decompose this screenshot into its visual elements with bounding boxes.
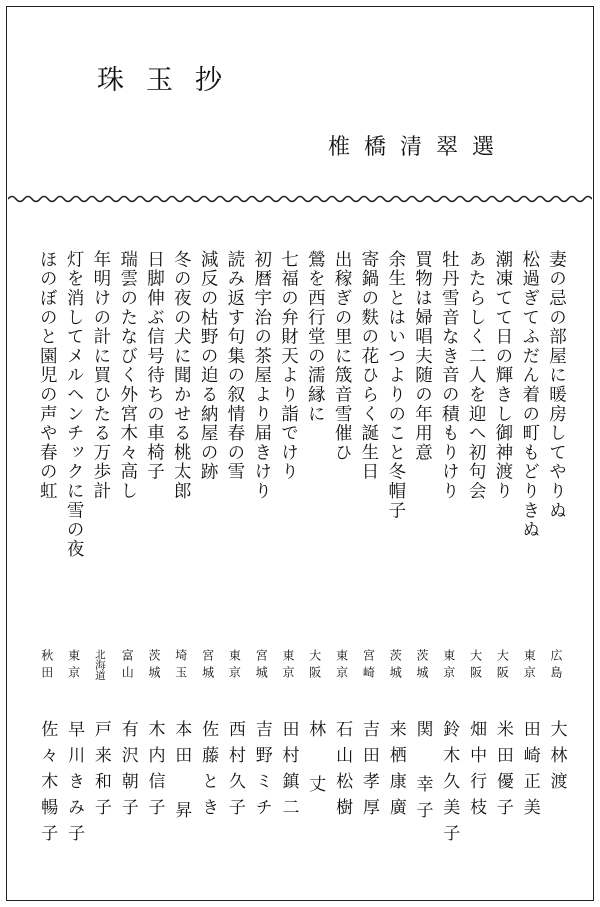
haiku-line: 初暦宇治の茶屋より届きけり [251,250,272,501]
haiku-line: 読み返す句集の叙情春の雪 [224,250,245,482]
haiku-line: 余生とはいつよりのこと冬帽子 [385,250,406,521]
author-prefecture: 東京 [66,649,81,683]
wavy-divider [8,192,592,206]
author-prefecture: 東京 [227,649,242,683]
author-prefecture: 東京 [441,649,456,683]
author-name: 来栖康廣 [385,720,406,824]
author-name: 大林渡 [546,720,567,798]
haiku-line: 牡丹雪音なき音の積もりけり [439,250,460,501]
haiku-line: 出稼ぎの里に筬音雪催ひ [332,250,353,463]
haiku-line: 買物は婦唱夫随の年用意 [412,250,433,463]
author-name: 本田 昇 [171,720,192,827]
author-prefecture: 茨城 [415,649,429,683]
author-name: 鈴木久美子 [439,720,460,850]
author-prefecture: 広島 [549,649,563,683]
haiku-line: 冬の夜の犬に聞かせる桃太郎 [171,250,192,501]
haiku-line: 年明けの計に買ひたる万歩計 [90,250,111,501]
author-name: 石山松樹 [332,720,353,824]
author-prefecture: 茨城 [388,649,403,683]
author-name: 佐藤とき [198,720,219,824]
author-prefecture: 北海道 [93,649,106,681]
haiku-line: あたらしく二人を迎へ初句会 [466,250,487,501]
haiku-line: 妻の忌の部屋に暖房してやりぬ [546,250,567,521]
haiku-line: 日脚伸ぶ信号待ちの車椅子 [144,250,165,482]
haiku-line: 鶯を西行堂の濡縁に [305,250,326,424]
author-prefecture: 埼玉 [173,649,188,683]
haiku-line: ほのぼのと園児の声や春の虹 [37,250,58,501]
author-prefecture: 東京 [334,649,349,683]
author-prefecture: 宮城 [254,649,269,683]
author-name: 田村鎮二 [278,720,299,824]
author-prefecture: 富山 [120,649,135,683]
author-prefecture: 茨城 [147,649,161,683]
author-prefecture: 大阪 [495,649,510,683]
haiku-line: 七福の弁財天より詣でけり [278,250,299,482]
author-name: 戸来和子 [90,720,111,824]
haiku-line: 寄鍋の麩の花ひらく誕生日 [358,250,379,482]
author-name: 林 丈 [305,720,326,801]
author-prefecture: 大阪 [307,649,322,683]
page-title: 珠玉抄 [97,65,244,96]
author-name: 有沢朝子 [117,720,138,824]
editor-credit: 椎橋清翠選 [328,135,509,160]
author-name: 米田優子 [492,720,513,824]
author-name: 畑中行枝 [466,720,487,824]
author-prefecture: 大阪 [468,649,483,683]
author-name: 吉野ミチ [251,720,272,824]
author-name: 吉田孝厚 [358,720,379,824]
author-name: 早川きみ子 [64,720,85,850]
author-prefecture: 秋田 [39,649,54,683]
haiku-line: 減反の枯野の迫る納屋の跡 [198,250,219,482]
author-prefecture: 宮崎 [361,649,376,683]
author-name: 木内信子 [144,720,165,824]
author-prefecture: 宮城 [200,649,215,683]
author-name: 田崎正美 [519,720,540,824]
author-name: 西村久子 [224,720,245,824]
haiku-line: 潮凍てて日の輝きし御神渡り [492,250,513,501]
author-name: 佐々木暢子 [37,720,58,850]
author-prefecture: 東京 [281,649,295,683]
author-prefecture: 東京 [522,649,537,683]
author-name: 関 幸子 [412,720,433,827]
haiku-line: 松過ぎてふだん着の町もどりきぬ [519,250,540,540]
haiku-line: 瑞雲のたなびく外宮木々高し [117,250,138,501]
haiku-line: 灯を消してメルヘンチックに雪の夜 [64,250,85,559]
